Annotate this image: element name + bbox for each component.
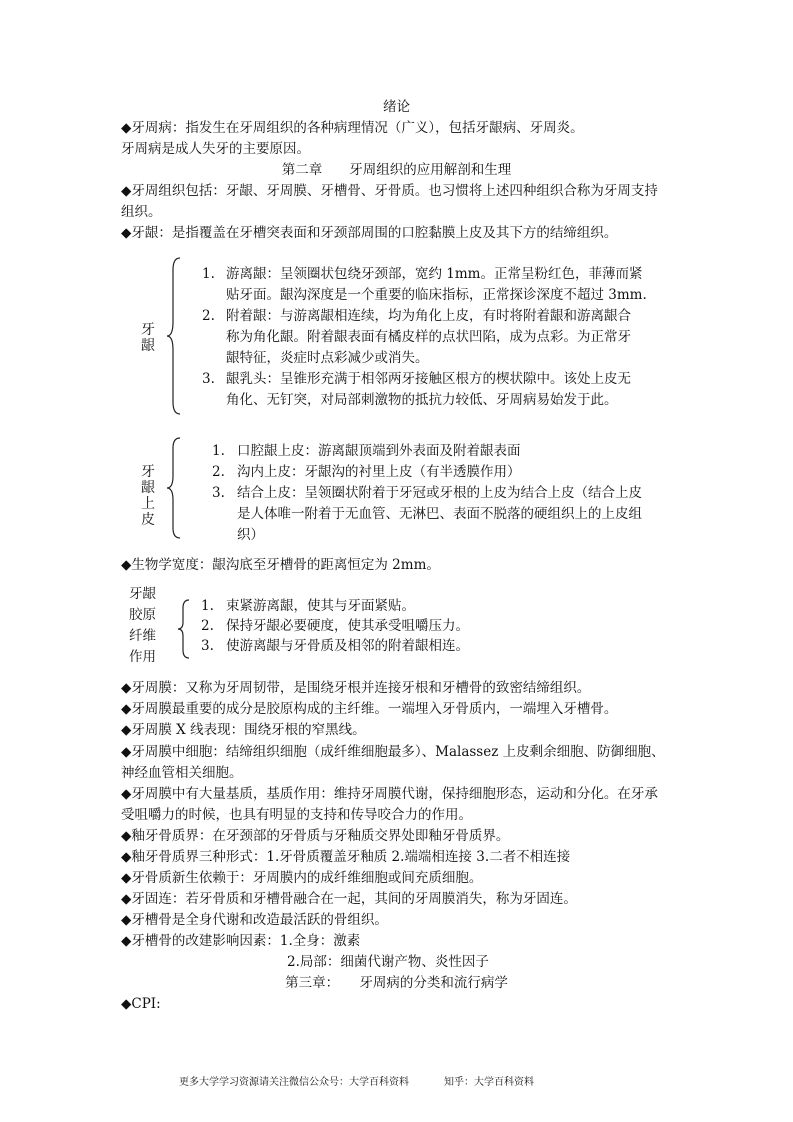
chapter-2-heading: 第二章 牙周组织的应用解剖和生理 [281, 162, 512, 178]
cpi-heading: ◆CPI: [121, 996, 161, 1012]
pdl-matrix-line2: 受咀嚼力的时候，也具有明显的支持和传导咬合力的作用。 [121, 807, 472, 823]
fibers-item-number: 3. [201, 638, 214, 654]
oral-gingival-epithelium: 口腔龈上皮：游离龈顶端到外表面及附着龈表面 [237, 443, 521, 459]
pdl-xray: ◆牙周膜 X 线表现：围绕牙根的窄黑线。 [121, 722, 366, 738]
papilla-line1: 龈乳头：呈锥形充满于相邻两牙接触区根方的楔状隙中。该处上皮无 [226, 371, 631, 387]
periodontium-components-line2: 组织。 [121, 204, 162, 220]
cej-definition: ◆釉牙骨质界：在牙颈部的牙骨质与牙釉质交界处即釉牙骨质界。 [121, 828, 510, 844]
fibers-item-3: 使游离龈与牙骨质及相邻的附着龈相连。 [226, 638, 469, 654]
gingiva-item-number: 1. [202, 266, 215, 282]
epithelium-label-char: 龈 [141, 480, 155, 496]
fibers-item-1: 束紧游离龈，使其与牙面紧贴。 [226, 598, 415, 614]
epithelium-item-number: 3. [212, 485, 225, 501]
cementogenesis: ◆牙骨质新生依赖于：牙周膜内的成纤维细胞或间充质细胞。 [121, 870, 483, 886]
cej-forms: ◆釉牙骨质界三种形式：1.牙骨质覆盖牙釉质 2.端端相连接 3.二者不相连接 [121, 849, 571, 865]
junctional-epithelium-line1: 结合上皮：呈领圈状附着于牙冠或牙根的上皮为结合上皮（结合上皮 [237, 485, 642, 501]
gingiva-brace [166, 256, 182, 416]
gingiva-item-number: 3. [202, 371, 215, 387]
attached-gingiva-line2: 称为角化龈。附着龈表面有橘皮样的点状凹陷，成为点彩。为正常牙 [226, 329, 631, 345]
biological-width: ◆生物学宽度：龈沟底至牙槽骨的距离恒定为 2mm。 [121, 557, 440, 573]
footer-zhihu: 知乎：大学百科资料 [444, 1077, 534, 1088]
chapter-3-heading: 第三章： 牙周病的分类和流行病学 [285, 975, 508, 991]
epithelium-item-number: 2. [212, 464, 225, 480]
periodontal-disease-definition: ◆牙周病：指发生在牙周组织的各种病理情况（广义），包括牙龈病、牙周炎。 [121, 120, 584, 136]
footer-wechat: 更多大学学习资源请关注微信公众号：大学百科资料 [179, 1077, 409, 1088]
fibers-label-line: 胶原 [129, 607, 156, 623]
fibers-label-line: 作用 [129, 649, 156, 665]
alveolar-remodel-local: 2.局部：细菌代谢产物、炎性因子 [287, 954, 489, 970]
pdl-cells-line1: ◆牙周膜中细胞：结缔组织细胞（成纤维细胞最多）、Malassez 上皮剩余细胞、防御细胞、 [121, 744, 665, 760]
papilla-line2: 角化、无钉突，对局部刺激物的抵抗力较低、牙周病易始发于此。 [226, 392, 618, 408]
epithelium-label-char: 牙 [141, 464, 155, 480]
tooth-loss-cause: 牙周病是成人失牙的主要原因。 [121, 141, 310, 157]
pdl-definition: ◆牙周膜：又称为牙周韧带，是围绕牙根并连接牙根和牙槽骨的致密结缔组织。 [121, 680, 591, 696]
sulcular-epithelium: 沟内上皮：牙龈沟的衬里上皮（有半透膜作用） [237, 464, 521, 480]
free-gingiva-line2: 贴牙面。龈沟深度是一个重要的临床指标，正常探诊深度不超过 3mm. [226, 287, 647, 303]
epithelium-item-number: 1. [212, 443, 225, 459]
fibers-label-line: 牙龈 [129, 586, 156, 602]
doc-title: 绪论 [383, 99, 410, 115]
fibers-label-line: 纤维 [129, 628, 156, 644]
gingiva-label-char: 牙 [141, 322, 155, 338]
alveolar-remodel-factors: ◆牙槽骨的改建影响因素：1.全身：激素 [121, 933, 361, 949]
pdl-cells-line2: 神经血管相关细胞。 [121, 765, 243, 781]
gingiva-label-char: 龈 [141, 338, 155, 354]
epithelium-brace [166, 436, 182, 540]
attached-gingiva-line3: 龈特征，炎症时点彩减少或消失。 [226, 350, 429, 366]
ankylosis: ◆牙固连：若牙骨质和牙槽骨融合在一起，其间的牙周膜消失，称为牙固连。 [121, 891, 577, 907]
fibers-brace [177, 598, 191, 660]
free-gingiva-line1: 游离龈：呈领圈状包绕牙颈部，宽约 1mm。正常呈粉红色，菲薄而紧 [226, 266, 643, 282]
gingiva-item-number: 2. [202, 308, 215, 324]
epithelium-label-char: 上 [141, 496, 155, 512]
junctional-epithelium-line3: 织） [237, 527, 264, 543]
gingiva-definition: ◆牙龈：是指覆盖在牙槽突表面和牙颈部周围的口腔黏膜上皮及其下方的结缔组织。 [121, 225, 618, 241]
pdl-matrix-line1: ◆牙周膜中有大量基质，基质作用：维持牙周膜代谢，保持细胞形态，运动和分化。在牙承 [121, 786, 658, 802]
fibers-item-number: 1. [201, 598, 214, 614]
pdl-principal-fibers: ◆牙周膜最重要的成分是胶原构成的主纤维。一端埋入牙骨质内，一端埋入牙槽骨。 [121, 701, 618, 717]
fibers-item-number: 2. [201, 618, 214, 634]
junctional-epithelium-line2: 是人体唯一附着于无血管、无淋巴、表面不脱落的硬组织上的上皮组 [237, 506, 642, 522]
epithelium-label-char: 皮 [141, 512, 155, 528]
fibers-item-2: 保持牙龈必要硬度，使其承受咀嚼压力。 [226, 618, 469, 634]
periodontium-components-line1: ◆牙周组织包括：牙龈、牙周膜、牙槽骨、牙骨质。也习惯将上述四种组织合称为牙周支持 [121, 183, 658, 199]
attached-gingiva-line1: 附着龈：与游离龈相连续，均为角化上皮，有时将附着龈和游离龈合 [226, 308, 631, 324]
alveolar-bone-metabolism: ◆牙槽骨是全身代谢和改造最活跃的骨组织。 [121, 912, 388, 928]
